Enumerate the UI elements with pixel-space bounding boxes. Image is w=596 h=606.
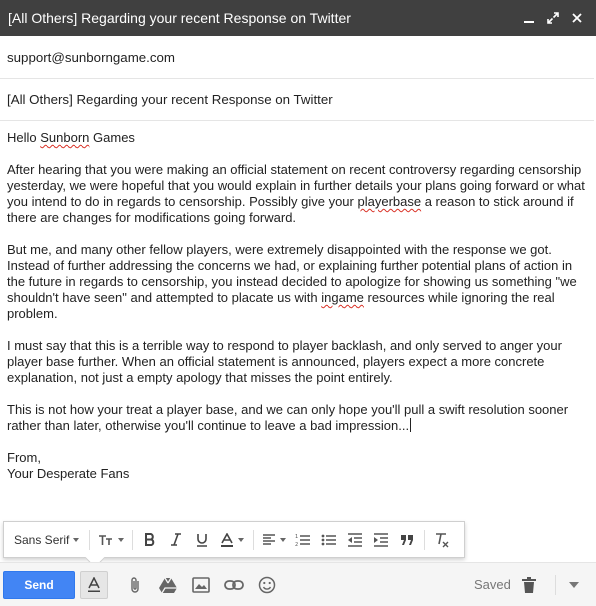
- indent-more-icon: [373, 533, 389, 547]
- insert-drive-button[interactable]: [154, 571, 182, 599]
- subject-field[interactable]: [0, 79, 594, 121]
- misspelled-word: ingame: [321, 290, 364, 305]
- chevron-down-icon: [238, 538, 244, 542]
- align-icon: [262, 534, 276, 546]
- save-status: Saved: [474, 577, 511, 592]
- divider: [89, 530, 90, 550]
- numbered-list-button[interactable]: [290, 521, 316, 558]
- italic-button[interactable]: [163, 521, 189, 558]
- divider: [555, 575, 556, 595]
- trash-icon: [522, 577, 536, 593]
- text-color-button[interactable]: [215, 521, 249, 558]
- formatting-toolbar: [3, 521, 465, 558]
- close-icon[interactable]: [566, 0, 588, 36]
- text-color-icon: [220, 533, 234, 547]
- paragraph-3: I must say that this is a terrible way to respond to player backlash, and only served to anger your player base further. When an official statement is announced, players expect a more concrete explanation, not just a empty apology that misses the point entirely.: [7, 338, 562, 385]
- font-family-select[interactable]: [4, 521, 85, 558]
- paragraph-4: [7, 402, 587, 434]
- align-button[interactable]: [258, 521, 290, 558]
- paragraph-2-text-a: But me, and many other fellow players, were extremely disappointed with the response we got. Instead of further addressing the concerns we had, or explaining further potential plans of action in the future in regards to censorship, you instead decided to apologize for showing us something "we shouldn't have seen" and attempted to placate us with: [7, 242, 577, 305]
- paragraph-4-text: This is not how your treat a player base, and we can only hope you'll pull a swift resolution sooner rather than later, otherwise you'll continue to leave a bad impression...: [7, 402, 569, 433]
- font-family-label: Sans Serif: [14, 532, 70, 547]
- bold-icon: [144, 533, 156, 546]
- divider: [132, 530, 133, 550]
- paragraph-1: [7, 162, 587, 226]
- svg-text:1: 1: [295, 533, 299, 540]
- chevron-down-icon: [73, 538, 79, 542]
- signature: Your Desperate Fans: [7, 466, 130, 481]
- emoji-icon: [258, 576, 276, 594]
- greeting-line: [7, 130, 587, 146]
- message-body[interactable]: [7, 130, 587, 482]
- chevron-down-icon: [280, 538, 286, 542]
- subject-text: [All Others] Regarding your recent Response on Twitter: [7, 92, 333, 107]
- divider: [424, 530, 425, 550]
- window-title: [All Others] Regarding your recent Response on Twitter: [8, 10, 351, 26]
- divider: [253, 530, 254, 550]
- more-options-button[interactable]: [560, 571, 588, 599]
- svg-text:2: 2: [295, 541, 299, 547]
- attach-files-button[interactable]: [121, 571, 149, 599]
- to-field[interactable]: [0, 37, 594, 79]
- numbered-list-icon: [295, 533, 311, 547]
- bulleted-list-icon: [321, 533, 337, 547]
- font-size-icon: [98, 533, 114, 547]
- underline-icon: [196, 533, 208, 547]
- bold-button[interactable]: [137, 521, 163, 558]
- greeting-prefix: Hello: [7, 130, 41, 145]
- font-size-button[interactable]: [94, 521, 128, 558]
- chevron-down-icon: [118, 538, 124, 542]
- compose-titlebar: [0, 0, 596, 36]
- greeting-suffix: Games: [89, 130, 135, 145]
- italic-icon: [170, 533, 182, 546]
- indent-more-button[interactable]: [368, 521, 394, 558]
- paragraph-2: [7, 242, 587, 322]
- insert-link-button[interactable]: [220, 571, 248, 599]
- paragraph-1-text-a: After hearing that you were making an official statement on recent controversy regarding censorship yesterday, we were hopeful that you would explain in further details your plans going forward or what you intend to do in regards to censorship. Possibly give your: [7, 162, 585, 209]
- insert-emoji-button[interactable]: [253, 571, 281, 599]
- drive-icon: [159, 577, 177, 593]
- clear-formatting-icon: [434, 532, 450, 548]
- link-icon: [224, 579, 244, 591]
- discard-draft-button[interactable]: [515, 571, 543, 599]
- insert-photo-button[interactable]: [187, 571, 215, 599]
- paragraph-2-text-b: resources while ignoring the real problem.: [7, 290, 555, 321]
- underline-button[interactable]: [189, 521, 215, 558]
- sign-off: From,: [7, 450, 41, 465]
- quote-button[interactable]: [394, 521, 420, 558]
- clear-formatting-button[interactable]: [429, 521, 455, 558]
- send-button[interactable]: Send: [3, 571, 75, 599]
- formatting-options-icon: [87, 577, 101, 593]
- paragraph-1-text-b: a reason to stick around if there are changes for modifications going forward.: [7, 194, 574, 225]
- compose-footer: [0, 562, 596, 606]
- indent-less-icon: [347, 533, 363, 547]
- formatting-options-button[interactable]: [80, 571, 108, 599]
- photo-icon: [192, 577, 210, 593]
- quote-icon: [400, 534, 414, 546]
- paperclip-icon: [129, 576, 141, 594]
- misspelled-word: playerbase: [357, 194, 422, 209]
- minimize-icon[interactable]: [518, 0, 540, 36]
- greeting-name: Sunborn: [40, 130, 90, 145]
- bulleted-list-button[interactable]: [316, 521, 342, 558]
- popout-icon[interactable]: [542, 0, 564, 36]
- recipient-address: support@sunborngame.com: [7, 50, 175, 65]
- indent-less-button[interactable]: [342, 521, 368, 558]
- text-caret: [410, 418, 411, 432]
- more-options-icon: [569, 582, 579, 588]
